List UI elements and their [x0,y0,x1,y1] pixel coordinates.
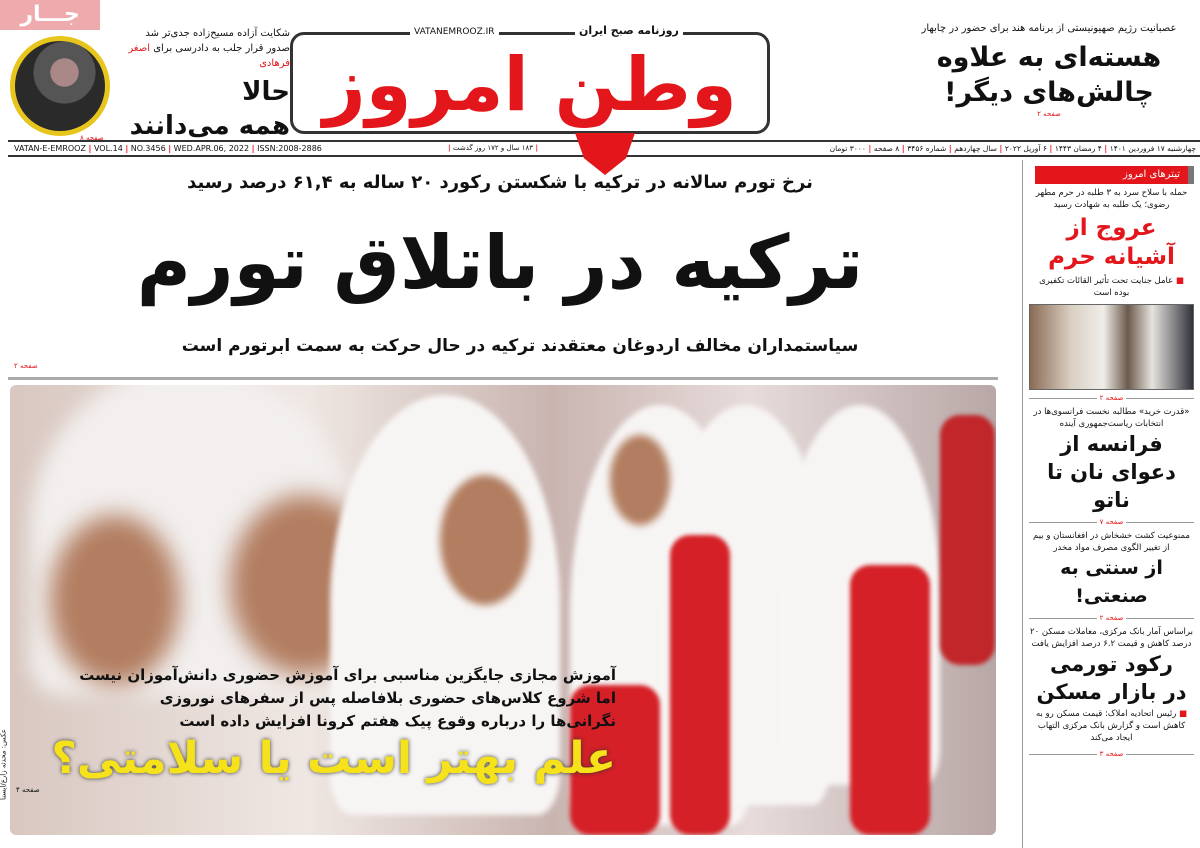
tagline: روزنامه صبح ایران [575,24,683,38]
sidebar-headline[interactable]: عروج از آشیانه حرم [1048,215,1175,270]
page-ref: صفحه ۳ [1099,750,1124,758]
todays-headlines-sidebar [1022,160,1200,848]
info-item: ۸ صفحه [873,144,900,153]
divider [8,377,998,380]
sidebar-headline[interactable]: از سنتی به صنعتی! [1060,557,1163,607]
page-ref: صفحه ۷ [1099,518,1124,526]
divider [1029,517,1194,527]
sidebar-kicker: ممنوعیت کشت خشخاش در افغانستان و بیم از تغییر الگوی مصرف مواد مخدر [1033,531,1190,553]
info-item: ۴ رمضان ۱۴۴۳ [1054,144,1102,153]
top-right-kicker: عصبانیت رژیم صهیونیستی از برنامه هند برای حضور در چابهار [921,23,1177,34]
page-ref: صفحه ۲ [14,362,38,370]
main-kicker: نرخ تورم سالانه در ترکیه با شکستن رکورد ۲۰ ساله به ۶۱,۴ درصد رسید [187,172,813,193]
photo-credit: عکس: محدثه زارع/ایسنا [0,728,8,801]
story-line: اما شروع کلاس‌های حضوری بلافاصله پس از سفرهای نوروزی [159,689,616,707]
headline-line: حالا [242,77,290,107]
headline-line: چالش‌های دیگر! [944,77,1154,108]
issue-info-latin: VATAN-E-EMROOZ | VOL.14 | NO.3456 | WED.APR.06, 2022 | ISSN:2008-2886 [14,144,322,153]
info-item: ۶ آوریل ۲۰۲۲ [1004,144,1047,153]
info-item: VOL.14 [93,144,123,153]
top-left-kicker [114,26,290,71]
logo-text: وطن امروز [323,42,737,128]
info-item: چهارشنبه ۱۷ فروردین ۱۴۰۱ [1109,144,1196,153]
elapsed-days: | ۱۸۳ سال و ۱۷۲ روز گذشت | [448,144,539,152]
sidebar-kicker: حمله با سلاح سرد به ۳ طلبه در حرم مطهر رضوی؛ یک طلبه به شهادت رسید [1035,188,1188,210]
sidebar-kicker: «قدرت خرید» مطالبه نخست فرانسوی‌ها در انتخابات ریاست‌جمهوری آینده [1033,407,1190,429]
info-item: NO.3456 [130,144,166,153]
info-item: ۳۰۰۰ تومان [829,144,866,153]
website: VATANEMROOZ.IR [410,25,499,39]
kicker-name: اصغر فرهادی [128,43,290,69]
main-subhead: سیاستمداران مخالف اردوغان معتقدند ترکیه در حال حرکت به سمت ابرتورم است [181,336,859,356]
info-item: شماره ۳۴۵۶ [907,144,947,153]
bullet-icon: ■ [1176,709,1188,719]
bullet-text: رئیس اتحادیه املاک: قیمت مسکن رو به کاهش است و گزارش بانک مرکزی التهاب ایجاد می‌کند [1035,709,1186,743]
photo-story-headline[interactable]: علم بهتر است یا سلامتی؟ [51,733,616,784]
photo-story [16,664,616,795]
page-ref: صفحه ۲ [1099,614,1124,622]
kicker-text: صدور قرار جلب به دادرسی برای [150,43,290,54]
top-right-headline[interactable] [900,40,1198,110]
farhadi-portrait [10,36,110,136]
top-right-story [900,22,1198,119]
issue-info-persian: چهارشنبه ۱۷ فروردین ۱۴۰۱ | ۴ رمضان ۱۴۴۳ | ۶ آوریل ۲۰۲۲ | سال چهاردهم | شماره ۳۴۵۶ | ۸ صفحه | ۳۰۰۰ تومان [829,144,1196,153]
sidebar-kicker: براساس آمار بانک مرکزی، معاملات مسکن ۲۰ درصد کاهش و قیمت ۶.۲ درصد افزایش یافت [1030,627,1193,649]
sidebar-bullet [1023,272,1200,302]
sidebar-title: تیترهای امروز [1035,166,1194,184]
kicker-line: شکایت آزاده مسیح‌زاده جدی‌تر شد [145,28,290,39]
bullet-text: عامل جنایت تحت تأثیر القائات تکفیری بوده است [1039,276,1174,298]
clerics-photo [1029,304,1194,390]
headline-line: هسته‌ای به علاوه [936,42,1162,73]
divider [1029,749,1194,759]
info-item: VATAN-E-EMROOZ [14,144,86,153]
top-left-story [114,26,290,143]
headline-line: همه می‌دانند [129,111,290,141]
divider [1029,393,1194,403]
page-ref: صفحه ۲ [1099,394,1124,402]
jar-section-tab: جـــار [0,0,100,30]
page-ref: صفحه ۸ [80,134,104,142]
masthead-logo [290,4,790,136]
sidebar-headline[interactable]: فرانسه از دعوای نان تا ناتو [1047,432,1176,512]
sidebar-bullet [1023,706,1200,746]
page-ref: صفحه ۲ [1037,110,1061,118]
sidebar-headline[interactable]: رکود تورمی در بازار مسکن [1036,652,1187,704]
photo-story-text [16,664,616,733]
info-item: ISSN:2008-2886 [257,144,322,153]
story-line: آموزش مجازی جایگزین مناسبی برای آموزش حضوری دانش‌آموزان نیست [79,666,616,684]
info-item: سال چهاردهم [954,144,997,153]
page-ref: صفحه ۴ [16,786,40,794]
bullet-icon: ■ [1173,276,1184,286]
logo-ornament [575,133,635,175]
info-item: ۱۸۳ سال و ۱۷۲ روز گذشت [453,144,534,152]
story-line: نگرانی‌ها را درباره وقوع پیک هفتم کرونا افزایش داده است [179,712,616,730]
divider [1029,613,1194,623]
top-left-headline[interactable] [114,75,290,143]
main-headline[interactable]: ترکیه در باتلاق تورم [136,220,864,306]
info-item: WED.APR.06, 2022 [173,144,250,153]
kicker-line [114,41,290,71]
